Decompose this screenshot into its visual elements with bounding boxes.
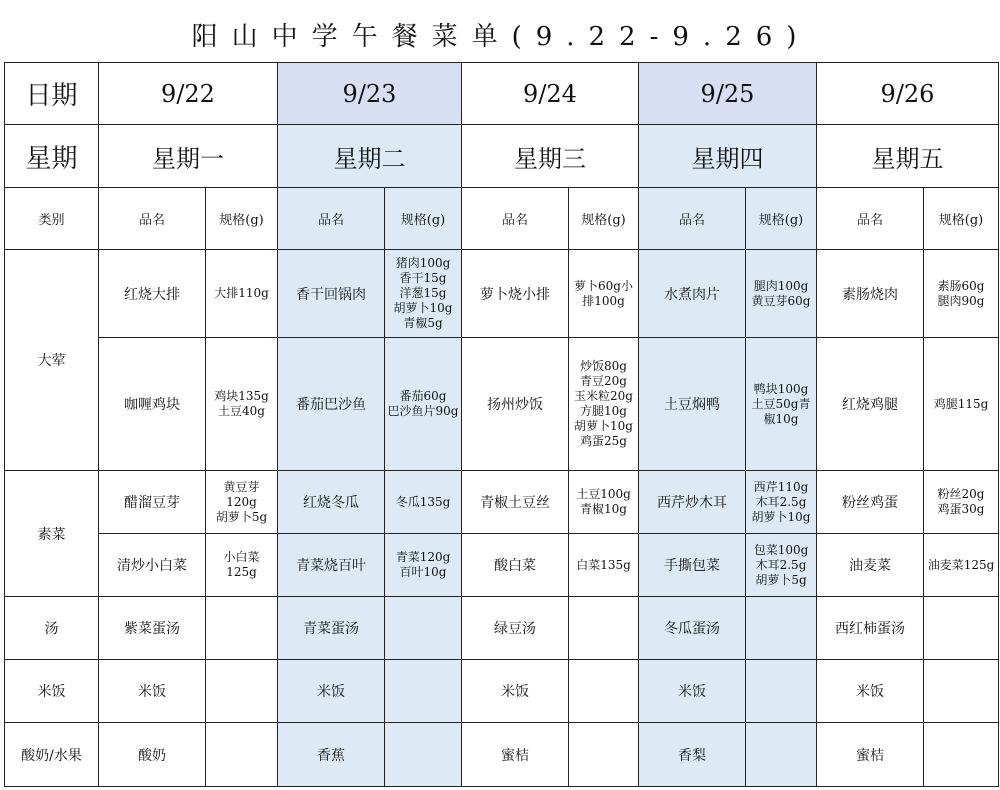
dish-name: 油麦菜 <box>817 534 924 597</box>
dish-name: 香蕉 <box>278 723 385 787</box>
dish-name: 冬瓜蛋汤 <box>639 597 746 660</box>
name-header: 品名 <box>462 188 569 250</box>
dish-name: 香梨 <box>639 723 746 787</box>
category-soup: 汤 <box>5 597 99 660</box>
menu-table <box>4 62 999 787</box>
dish-spec: 鸡块135g 土豆40g <box>206 338 278 471</box>
dish-name: 酸奶 <box>99 723 206 787</box>
dish-name: 醋溜豆芽 <box>99 471 206 534</box>
dish-name: 手撕包菜 <box>639 534 746 597</box>
category-rice: 米饭 <box>5 660 99 723</box>
dish-spec <box>385 723 462 787</box>
date-cell: 9/23 <box>278 63 462 125</box>
spec-header: 规格(g) <box>385 188 462 250</box>
weekday-cell: 星期五 <box>817 125 999 188</box>
dish-spec: 黄豆芽 120g 胡萝卜5g <box>206 471 278 534</box>
dish-spec <box>746 597 817 660</box>
dish-spec: 腿肉100g 黄豆芽60g <box>746 250 817 338</box>
category-yogurt-fruit: 酸奶/水果 <box>5 723 99 787</box>
dish-name: 咖喱鸡块 <box>99 338 206 471</box>
menu-title: 阳山中学午餐菜单(9.22-9.26) <box>191 21 811 52</box>
date-cell: 9/25 <box>639 63 817 125</box>
dish-spec: 炒饭80g 青豆20g 玉米粒20g 方腿10g 胡萝卜10g 鸡蛋25g <box>569 338 639 471</box>
weekday-label: 星期 <box>5 125 99 188</box>
dish-spec: 素肠60g 腿肉90g <box>924 250 999 338</box>
dish-spec <box>924 723 999 787</box>
dish-spec <box>385 597 462 660</box>
dish-name: 香干回锅肉 <box>278 250 385 338</box>
meat-row-1 <box>5 250 999 338</box>
dish-spec: 番茄60g 巴沙鱼片90g <box>385 338 462 471</box>
dish-spec <box>746 660 817 723</box>
dish-name: 扬州炒饭 <box>462 338 569 471</box>
dish-name: 素肠烧肉 <box>817 250 924 338</box>
yogurt-fruit-row <box>5 723 999 787</box>
dish-spec <box>924 660 999 723</box>
dish-name: 粉丝鸡蛋 <box>817 471 924 534</box>
dish-name: 青椒土豆丝 <box>462 471 569 534</box>
date-label: 日期 <box>5 63 99 125</box>
spec-header: 规格(g) <box>206 188 278 250</box>
dish-name: 青菜烧百叶 <box>278 534 385 597</box>
meat-row-2 <box>5 338 999 471</box>
dish-spec <box>206 660 278 723</box>
dish-name: 蜜桔 <box>817 723 924 787</box>
dish-name: 清炒小白菜 <box>99 534 206 597</box>
dish-name: 米饭 <box>639 660 746 723</box>
column-header-row <box>5 188 999 250</box>
dish-spec <box>206 723 278 787</box>
weekday-cell: 星期一 <box>99 125 278 188</box>
rice-row <box>5 660 999 723</box>
dish-name: 土豆焖鸭 <box>639 338 746 471</box>
weekday-cell: 星期四 <box>639 125 817 188</box>
dish-spec: 粉丝20g 鸡蛋30g <box>924 471 999 534</box>
dish-name: 酸白菜 <box>462 534 569 597</box>
dish-spec <box>385 660 462 723</box>
date-cell: 9/26 <box>817 63 999 125</box>
dish-spec <box>206 597 278 660</box>
dish-spec: 土豆100g 青椒10g <box>569 471 639 534</box>
spec-header: 规格(g) <box>746 188 817 250</box>
dish-spec: 青菜120g 百叶10g <box>385 534 462 597</box>
dish-name: 西红柿蛋汤 <box>817 597 924 660</box>
dish-spec: 西芹110g 木耳2.5g 胡萝卜10g <box>746 471 817 534</box>
dish-name: 米饭 <box>817 660 924 723</box>
spec-header: 规格(g) <box>924 188 999 250</box>
weekday-cell: 星期三 <box>462 125 639 188</box>
dish-spec <box>924 597 999 660</box>
dish-name: 紫菜蛋汤 <box>99 597 206 660</box>
dish-name: 萝卜烧小排 <box>462 250 569 338</box>
dish-name: 蜜桔 <box>462 723 569 787</box>
name-header: 品名 <box>817 188 924 250</box>
dish-name: 米饭 <box>462 660 569 723</box>
dish-spec: 白菜135g <box>569 534 639 597</box>
dish-name: 西芹炒木耳 <box>639 471 746 534</box>
category-veg: 素菜 <box>5 471 99 597</box>
date-cell: 9/22 <box>99 63 278 125</box>
soup-row <box>5 597 999 660</box>
dish-spec: 包菜100g 木耳2.5g 胡萝卜5g <box>746 534 817 597</box>
name-header: 品名 <box>99 188 206 250</box>
dish-spec: 鸭块100g 土豆50g青 椒10g <box>746 338 817 471</box>
dish-spec <box>569 660 639 723</box>
category-meat: 大荤 <box>5 250 99 471</box>
dish-spec: 冬瓜135g <box>385 471 462 534</box>
dish-name: 红烧大排 <box>99 250 206 338</box>
dish-spec: 大排110g <box>206 250 278 338</box>
weekday-cell: 星期二 <box>278 125 462 188</box>
date-row <box>5 63 999 125</box>
dish-name: 绿豆汤 <box>462 597 569 660</box>
name-header: 品名 <box>278 188 385 250</box>
dish-name: 米饭 <box>278 660 385 723</box>
dish-name: 米饭 <box>99 660 206 723</box>
dish-name: 番茄巴沙鱼 <box>278 338 385 471</box>
veg-row-1 <box>5 471 999 534</box>
dish-name: 红烧鸡腿 <box>817 338 924 471</box>
dish-name: 青菜蛋汤 <box>278 597 385 660</box>
name-header: 品名 <box>639 188 746 250</box>
dish-name: 红烧冬瓜 <box>278 471 385 534</box>
dish-spec: 油麦菜125g <box>924 534 999 597</box>
dish-spec: 小白菜 125g <box>206 534 278 597</box>
weekday-row <box>5 125 999 188</box>
veg-row-2 <box>5 534 999 597</box>
dish-name: 水煮肉片 <box>639 250 746 338</box>
dish-spec <box>746 723 817 787</box>
dish-spec: 萝卜60g小 排100g <box>569 250 639 338</box>
date-cell: 9/24 <box>462 63 639 125</box>
dish-spec <box>569 723 639 787</box>
dish-spec: 鸡腿115g <box>924 338 999 471</box>
dish-spec <box>569 597 639 660</box>
dish-spec: 猪肉100g 香干15g 洋葱15g 胡萝卜10g 青椒5g <box>385 250 462 338</box>
spec-header: 规格(g) <box>569 188 639 250</box>
category-header: 类别 <box>5 188 99 250</box>
